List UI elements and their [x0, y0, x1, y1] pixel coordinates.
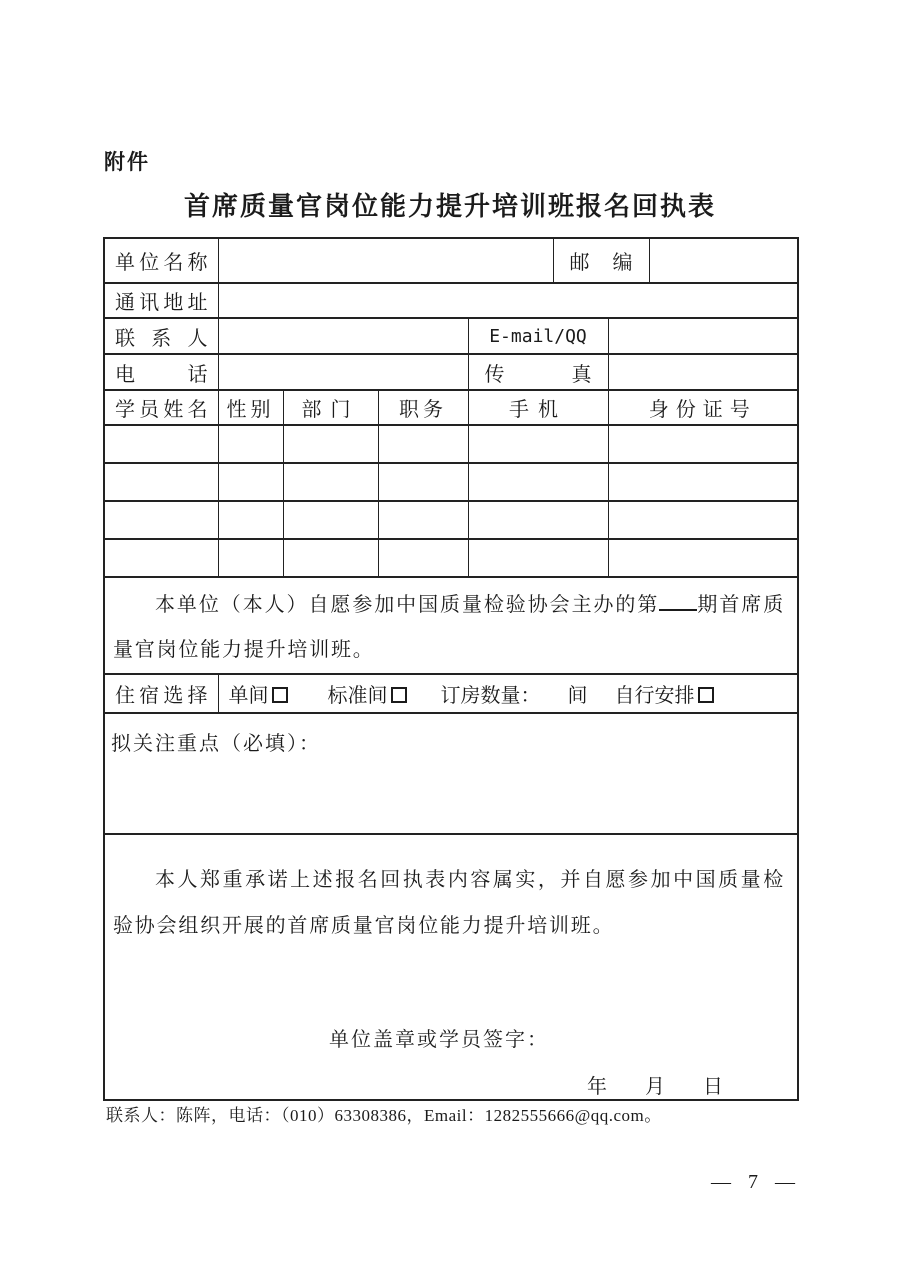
fax-input-area: [608, 354, 798, 390]
student-empty-row: [104, 425, 798, 463]
fax-label: 传真: [468, 354, 608, 390]
student-cell: [468, 539, 608, 577]
focus-cell: [104, 713, 798, 834]
phone-input-area: [218, 354, 468, 390]
email-qq-label: E-mail/QQ: [468, 318, 608, 354]
student-cell: [468, 501, 608, 539]
student-cell: [468, 425, 608, 463]
postal-code-label: 邮编: [553, 238, 649, 283]
student-table-header-row: [104, 390, 798, 425]
student-empty-rows: [104, 425, 798, 577]
student-name-header: 学员姓名: [104, 390, 218, 425]
pledge-signature-cell: [104, 834, 798, 1100]
pledge-signature-row: [104, 834, 798, 1100]
self-arranged-label: 自行安排: [614, 685, 695, 707]
student-empty-row: [104, 501, 798, 539]
participation-statement-row: [104, 577, 798, 674]
room-quantity-label: 订房数量：: [440, 685, 541, 707]
student-cell: [283, 463, 378, 501]
accommodation-options-cell: [218, 674, 798, 713]
department-header: 部门: [283, 390, 378, 425]
student-cell: [468, 463, 608, 501]
unit-name-input-area: [218, 238, 553, 283]
attachment-label: 附件: [104, 151, 150, 174]
standard-room-label: 标准间: [327, 685, 388, 707]
phone-row: [104, 354, 798, 390]
contact-person-input-area: [218, 318, 468, 354]
phone-label: 电话: [104, 354, 218, 390]
registration-form-table: [103, 237, 799, 1101]
student-cell: [104, 539, 218, 577]
student-cell: [283, 539, 378, 577]
gender-header: 性别: [218, 390, 283, 425]
document-title: 首席质量官岗位能力提升培训班报名回执表: [183, 191, 716, 221]
self-arranged-option: [615, 685, 714, 707]
position-header: 职务: [378, 390, 468, 425]
day-label: 日: [703, 1076, 723, 1098]
statement-text-before: 本单位（本人）自愿参加中国质量检验协会主办的第: [155, 594, 660, 616]
self-arranged-checkbox: [698, 687, 714, 703]
unit-name-row: [104, 238, 798, 283]
student-cell: [608, 539, 798, 577]
student-cell: [104, 501, 218, 539]
participation-statement: [113, 583, 785, 673]
focus-label: 拟关注重点（必填）：: [111, 733, 321, 755]
student-cell: [608, 425, 798, 463]
month-label: 月: [645, 1076, 665, 1098]
student-cell: [104, 425, 218, 463]
single-room-checkbox: [272, 687, 288, 703]
student-cell: [218, 539, 283, 577]
postal-code-input-area: [649, 238, 798, 283]
student-cell: [218, 425, 283, 463]
focus-row: [104, 713, 798, 834]
standard-room-checkbox: [391, 687, 407, 703]
student-cell: [378, 501, 468, 539]
address-label: 通讯地址: [104, 283, 218, 318]
student-cell: [378, 463, 468, 501]
email-qq-input-area: [608, 318, 798, 354]
signature-label: 单位盖章或学员签字：: [329, 1029, 549, 1051]
student-empty-row: [104, 463, 798, 501]
pledge-text: 本人郑重承诺上述报名回执表内容属实，并自愿参加中国质量检验协会组织开展的首席质量官岗位能力提升培训班。: [113, 869, 785, 937]
student-cell: [378, 539, 468, 577]
mobile-header: 手机: [468, 390, 608, 425]
address-input-area: [218, 283, 798, 318]
contact-info-section: [104, 238, 798, 425]
student-cell: [283, 425, 378, 463]
contact-person-row: [104, 318, 798, 354]
statement-text-after: 期首席质量官岗位能力提升培训班。: [113, 594, 785, 661]
form-bottom-section: [104, 577, 798, 1100]
participation-statement-cell: [104, 577, 798, 674]
footer-contact-info: 联系人：陈阵，电话：（010）63308386，Email：1282555666@qq.com。: [106, 1106, 662, 1125]
student-cell: [218, 463, 283, 501]
student-cell: [608, 463, 798, 501]
single-room-label: 单间: [228, 685, 269, 707]
single-room-option: [229, 685, 288, 707]
accommodation-label: 住宿选择: [104, 674, 218, 713]
page-number: — 7 —: [711, 1171, 797, 1193]
student-empty-row: [104, 539, 798, 577]
accommodation-row: [104, 674, 798, 713]
room-quantity-unit: 间: [567, 685, 588, 707]
standard-room-option: [328, 685, 407, 707]
address-row: [104, 283, 798, 318]
unit-name-label: 单位名称: [104, 238, 218, 283]
id-number-header: 身份证号: [608, 390, 798, 425]
date-line: [113, 1070, 785, 1099]
student-cell: [218, 501, 283, 539]
student-cell: [378, 425, 468, 463]
student-cell: [283, 501, 378, 539]
contact-person-label: 联系人: [104, 318, 218, 354]
student-cell: [608, 501, 798, 539]
year-label: 年: [587, 1076, 607, 1098]
student-cell: [104, 463, 218, 501]
session-number-blank: [659, 606, 697, 611]
